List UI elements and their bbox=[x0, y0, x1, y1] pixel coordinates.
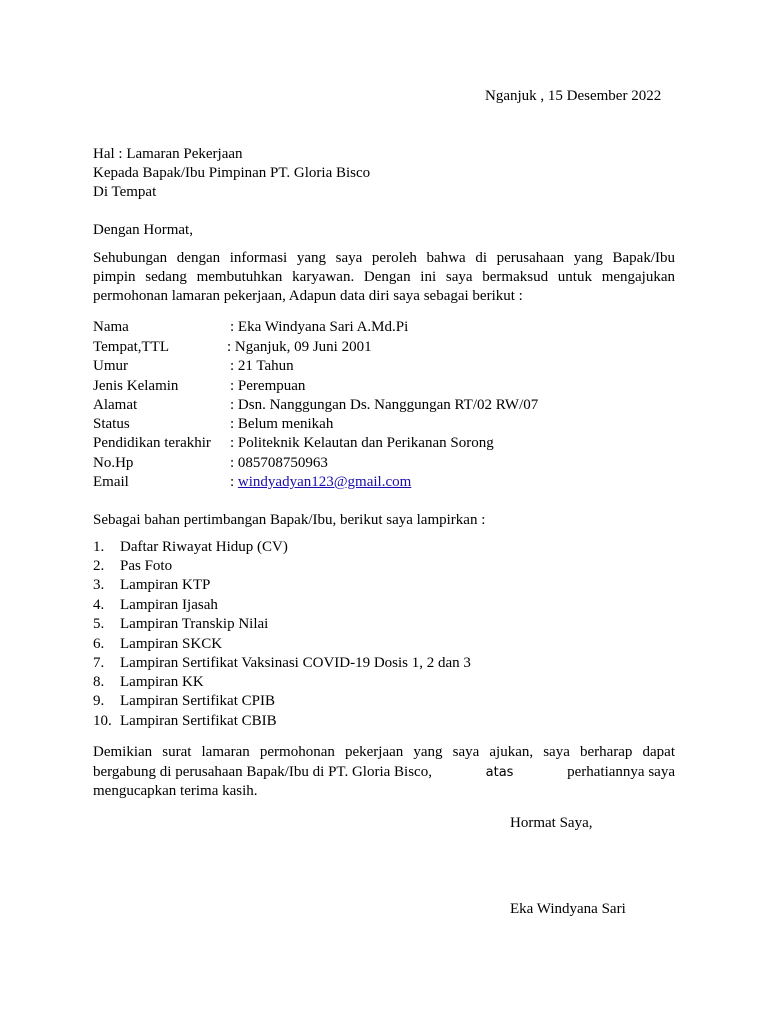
list-item: Daftar Riwayat Hidup (CV) bbox=[120, 539, 288, 555]
email-colon: : bbox=[230, 474, 238, 490]
list-item-number: 6. bbox=[93, 636, 105, 652]
list-item: Lampiran KK bbox=[120, 674, 204, 690]
data-label-jenis-kelamin: Jenis Kelamin bbox=[93, 378, 179, 394]
list-item: Lampiran KTP bbox=[120, 577, 211, 593]
location-line: Di Tempat bbox=[93, 184, 157, 200]
data-value-pendidikan: : Politeknik Kelautan dan Perikanan Sorong bbox=[230, 435, 494, 451]
closing-paragraph-line-1: Demikian surat lamaran permohonan pekerjaan yang saya ajukan, saya berharap dapat bbox=[93, 744, 675, 760]
data-label-nohp: No.Hp bbox=[93, 455, 134, 471]
data-label-email: Email bbox=[93, 474, 129, 490]
data-label-nama: Nama bbox=[93, 319, 129, 335]
list-item: Lampiran Ijasah bbox=[120, 597, 218, 613]
closing-line-2-part-b: atas bbox=[485, 765, 514, 780]
list-item-number: 10. bbox=[93, 713, 112, 729]
data-label-umur: Umur bbox=[93, 358, 128, 374]
attachments-intro: Sebagai bahan pertimbangan Bapak/Ibu, berikut saya lampirkan : bbox=[93, 512, 486, 528]
list-item: Pas Foto bbox=[120, 558, 173, 574]
salutation: Dengan Hormat, bbox=[93, 222, 193, 238]
data-label-pendidikan: Pendidikan terakhir bbox=[93, 435, 211, 451]
data-value-ttl: : Nganjuk, 09 Juni 2001 bbox=[227, 339, 372, 355]
list-item-number: 7. bbox=[93, 655, 105, 671]
list-item-number: 5. bbox=[93, 616, 105, 632]
data-value-jenis-kelamin: : Perempuan bbox=[230, 378, 306, 394]
list-item-number: 8. bbox=[93, 674, 105, 690]
recipient-line: Kepada Bapak/Ibu Pimpinan PT. Gloria Bisco bbox=[93, 165, 371, 181]
signature-name: Eka Windyana Sari bbox=[510, 901, 626, 917]
closing-line-2-part-c: perhatiannya saya bbox=[567, 764, 675, 780]
intro-paragraph-line-3: permohonan lamaran pekerjaan, Adapun data diri saya sebagai berikut : bbox=[93, 288, 523, 304]
intro-paragraph-line-1: Sehubungan dengan informasi yang saya peroleh bahwa di perusahaan yang Bapak/Ibu bbox=[93, 250, 675, 266]
data-value-nama: : Eka Windyana Sari A.Md.Pi bbox=[230, 319, 409, 335]
data-value-alamat: : Dsn. Nanggungan Ds. Nanggungan RT/02 RW/07 bbox=[230, 397, 539, 413]
data-value-status: : Belum menikah bbox=[230, 416, 334, 432]
subject-line: Hal : Lamaran Pekerjaan bbox=[93, 146, 243, 162]
data-value-email bbox=[230, 473, 411, 492]
list-item: Lampiran Sertifikat Vaksinasi COVID-19 Dosis 1, 2 dan 3 bbox=[120, 655, 471, 671]
data-value-nohp: : 085708750963 bbox=[230, 455, 328, 471]
closing-line-2-part-a: bergabung di perusahaan Bapak/Ibu di PT. Gloria Bisco, bbox=[93, 764, 432, 780]
list-item: Lampiran Transkip Nilai bbox=[120, 616, 269, 632]
intro-paragraph-line-2: pimpin sedang membutuhkan karyawan. Dengan ini saya bermaksud untuk mengajukan bbox=[93, 269, 675, 285]
place-date: Nganjuk , 15 Desember 2022 bbox=[485, 88, 662, 104]
list-item-number: 3. bbox=[93, 577, 105, 593]
email-link[interactable]: windyadyan123@gmail.com bbox=[237, 474, 412, 490]
data-value-umur: : 21 Tahun bbox=[230, 358, 294, 374]
list-item: Lampiran Sertifikat CPIB bbox=[120, 693, 275, 709]
list-item-number: 4. bbox=[93, 597, 105, 613]
closing-paragraph-line-3: mengucapkan terima kasih. bbox=[93, 783, 258, 799]
closing-paragraph-line-2 bbox=[93, 763, 675, 782]
list-item-number: 2. bbox=[93, 558, 105, 574]
list-item: Lampiran SKCK bbox=[120, 636, 223, 652]
regards: Hormat Saya, bbox=[510, 815, 593, 831]
list-item: Lampiran Sertifikat CBIB bbox=[120, 713, 277, 729]
data-label-alamat: Alamat bbox=[93, 397, 138, 413]
data-label-status: Status bbox=[93, 416, 130, 432]
list-item-number: 1. bbox=[93, 539, 105, 555]
list-item-number: 9. bbox=[93, 693, 105, 709]
data-label-ttl: Tempat,TTL bbox=[93, 339, 170, 355]
